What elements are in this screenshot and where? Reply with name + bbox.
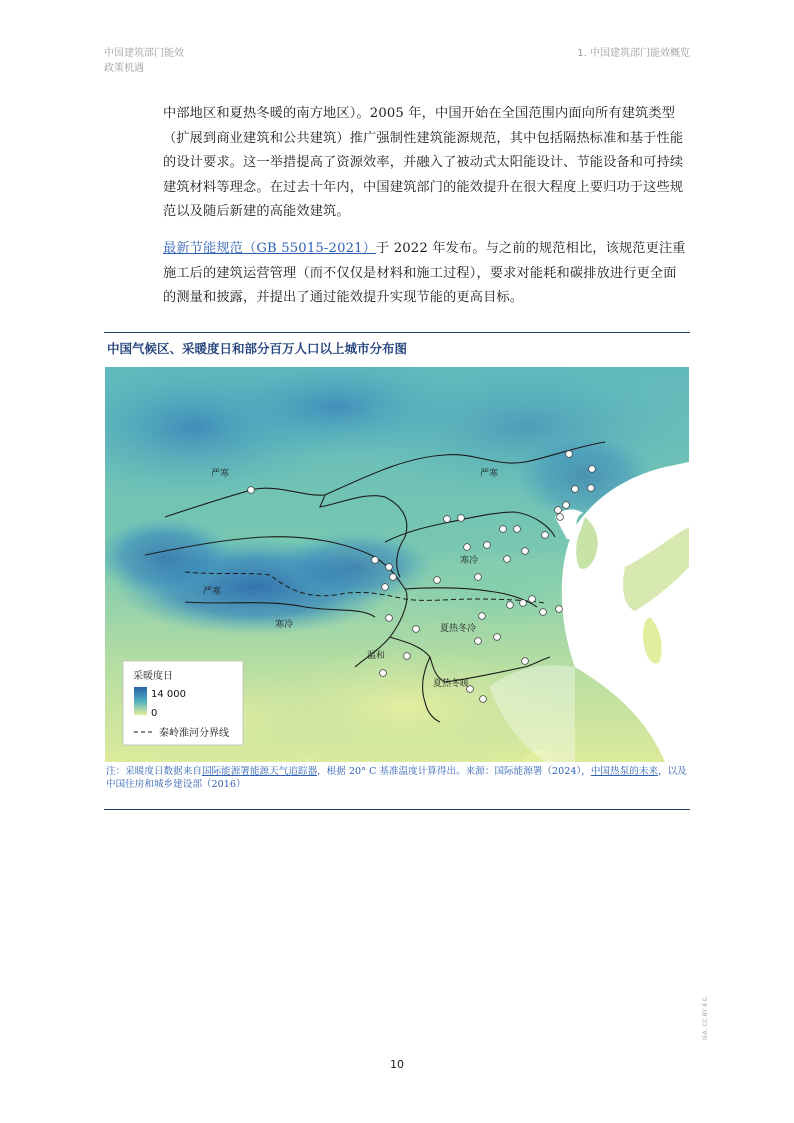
body-paragraph-2 [163,237,687,311]
city-marker [413,626,420,633]
city-marker [563,502,570,509]
city-marker [500,526,507,533]
legend-color-ramp [134,687,147,715]
city-marker [404,653,411,660]
city-marker [434,577,441,584]
city-marker [522,548,529,555]
legend-max-value: 14 000 [151,689,186,700]
header-doc-subtitle: 政策机遇 [104,63,144,74]
city-marker [507,602,514,609]
city-marker [386,615,393,622]
figure-title: 中国气候区、采暖度日和部分百万人口以上城市分布图 [107,341,408,356]
city-marker [464,544,471,551]
energy-code-link[interactable]: 最新节能规范（GB 55015-2021） [163,241,377,256]
body-paragraph-1: 中部地区和夏热冬暖的南方地区）。2005 年，中国开始在全国范围内面向所有建筑类型（扩展到商业建筑和公共建筑）推广强制性建筑能源规范，其中包括隔热标准和基于性能的设计要求。这一举措提高了资源效率，并融入了被动式太阳能设计、节能设备和可持续建筑材料等理念。在过去十年内，中国建筑部门的能效提升在很大程度上要归功于这些规范以及随后新建的高能效建筑。 [163,106,684,219]
region-label-cold-west: 寒冷 [275,620,294,630]
note-link-energy-tracker[interactable]: 国际能源署能源天气追踪器 [201,766,318,777]
city-marker [529,596,536,603]
city-marker [475,638,482,645]
city-marker [380,670,387,677]
region-label-hscw: 夏热冬冷 [440,624,477,634]
city-marker [522,658,529,665]
climate-zone-map [105,367,689,762]
figure-top-rule [104,332,690,333]
map-legend [123,661,243,745]
figure-note [106,765,690,791]
city-marker [248,487,255,494]
city-marker [480,696,487,703]
license-side-note: IEA. CC BY 4.0. [702,995,709,1040]
region-label-severe-cold-ne: 严寒 [480,469,499,479]
legend-title: 采暖度日 [133,671,173,682]
page-number: 10 [390,1058,404,1071]
legend-line-label: 秦岭淮河分界线 [159,728,229,739]
city-marker [390,574,397,581]
city-marker [556,606,563,613]
region-label-severe-cold-plateau: 严寒 [203,587,222,597]
city-marker [444,516,451,523]
city-marker [542,532,549,539]
header-doc-title: 中国建筑部门能效 [104,48,184,59]
city-marker [504,556,511,563]
city-marker [514,526,521,533]
city-marker [557,514,564,521]
city-marker [458,515,465,522]
body-paragraph-2-text: 于 2022 年发布。与之前的规范相比，该规范更注重施工后的建筑运营管理（而不仅仅是材料和施工过程），要求对能耗和碳排放进行更全面的测量和披露，并提出了通过能效提升实现节能的更高目标。 [163,241,686,305]
note-prefix: 注：采暖度日数据来自 [106,766,202,777]
region-label-cold-east: 寒冷 [460,556,479,566]
note-middle: ，根据 20° C 基准温度计算得出。来源：国际能源署（2024）， [317,766,591,777]
legend-min-value: 0 [151,708,158,719]
figure-bottom-rule [104,809,690,810]
city-marker [484,542,491,549]
city-marker [520,600,527,607]
region-label-severe-cold-north: 严寒 [211,469,230,479]
city-marker [494,634,501,641]
note-link-heat-pumps[interactable]: 中国热泵的未来 [590,766,658,777]
note-suffix: ，以及中国住房和城乡建设部（2016） [106,766,687,790]
city-marker [386,564,393,571]
region-label-mild: 温和 [367,651,386,661]
city-marker [588,485,595,492]
city-marker [572,486,579,493]
city-marker [589,466,596,473]
city-marker [372,557,379,564]
city-marker [382,584,389,591]
city-marker [540,609,547,616]
city-marker [475,574,482,581]
running-header-left [104,46,184,76]
city-marker [566,451,573,458]
city-marker [479,613,486,620]
running-header-right: 1. 中国建筑部门能效概览 [577,48,690,59]
region-label-hsww: 夏热冬暖 [433,679,470,689]
city-marker [555,507,562,514]
